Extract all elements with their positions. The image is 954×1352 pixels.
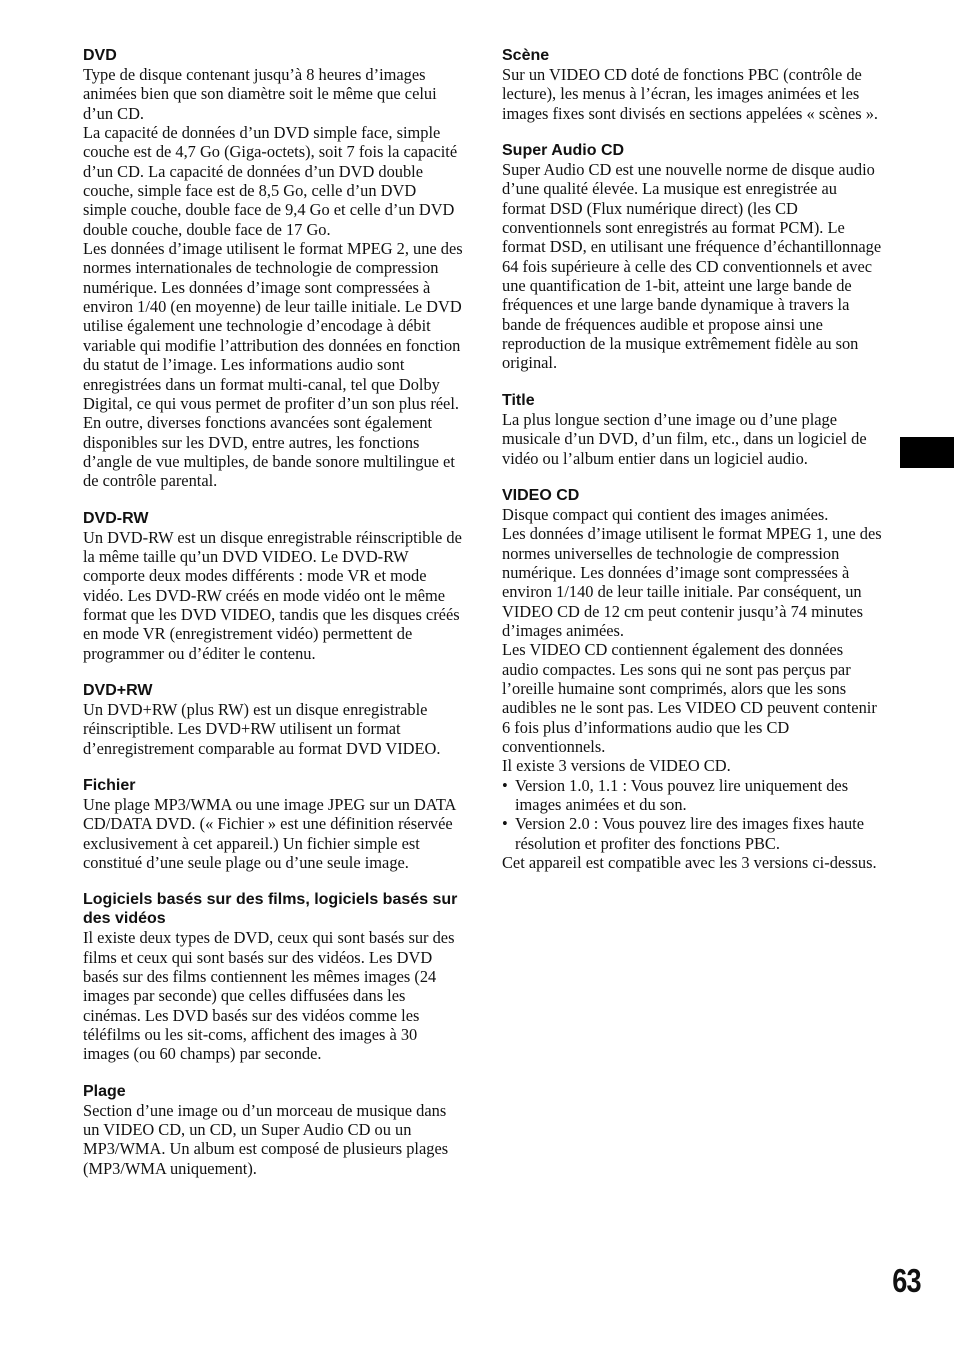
entry-heading: Plage <box>83 1082 126 1100</box>
entry-paragraph: Un DVD-RW est un disque enregistrable réinscriptible de la même taille qu’un DVD VIDEO. Le DVD-RW comporte deux modes différents : mode VR et mode vidéo. Les DVD-RW créés en mode vidéo ont le même format que les DVD VIDEO, tandis que les disques créés en mode VR (enregistrement vidéo) permettent de programmer ou d’éditer le contenu. <box>83 527 462 663</box>
glossary-entry-title <box>502 391 882 468</box>
glossary-entry-dvd-rw <box>83 509 463 663</box>
entry-paragraph: Les VIDEO CD contiennent également des données audio compactes. Les sons qui ne sont pas perçus par l’oreille humaine sont comprimés, alors que les sons audibles ne le sont pas. Les VIDEO CD peuvent contenir 6 fois plus d’informations audio que les CD conventionnels. <box>502 640 877 756</box>
entry-heading: Title <box>502 391 535 409</box>
entry-paragraph: Il existe 3 versions de VIDEO CD. <box>502 756 731 776</box>
entry-paragraph: Sur un VIDEO CD doté de fonctions PBC (contrôle de lecture), les menus à l’écran, les images animées et les images fixes sont divisés en sections appelées « scènes ». <box>502 65 878 123</box>
entry-paragraph: Les données d’image utilisent le format MPEG 2, une des normes internationales de technologie de compression numérique. Les données d’image sont compressées à environ 1/40 (en moyenne) de leur taille initiale. Le DVD utilise également une technologie d’encodage à débit variable qui modifie l’attribution des données en fonction du statut de l’image. Les informations audio sont enregistrées dans un format multi-canal, tel que Dolby Digital, ce qui vous permet de profiter d’un son plus réel. <box>83 239 463 413</box>
glossary-entry-video-cd <box>502 486 882 873</box>
glossary-entry-dvd <box>83 46 463 491</box>
entry-heading: Logiciels basés sur des films, logiciels basés sur des vidéos <box>83 891 458 928</box>
entry-paragraph: Les données d’image utilisent le format MPEG 1, une des normes universelles de technologie de compression numérique. Les données d’image sont compressées à environ 1/140 de leur taille initiale. Par conséquent, un VIDEO CD de 12 cm peut contenir jusqu’à 74 minutes d’images animées. <box>502 524 882 640</box>
bullet-text: Version 1.0, 1.1 : Vous pouvez lire uniquement des images animées et du son. <box>515 775 849 814</box>
glossary-entry-super-audio-cd <box>502 141 882 373</box>
entry-heading: Scène <box>502 47 550 64</box>
entry-heading: Super Audio CD <box>502 142 625 160</box>
bullet-icon: • <box>502 814 508 834</box>
left-column <box>83 46 463 1196</box>
section-tab-marker <box>900 437 954 468</box>
entry-paragraph: La plus longue section d’une image ou d’une plage musicale d’un DVD, d’un film, etc., dans un logiciel de vidéo ou l’album entier dans un logiciel audio. <box>502 409 867 468</box>
entry-paragraph: Un DVD+RW (plus RW) est un disque enregistrable réinscriptible. Les DVD+RW utilisent un format d’enregistrement comparable au format DVD VIDEO. <box>83 699 441 758</box>
entry-paragraph: La capacité de données d’un DVD simple face, simple couche est de 4,7 Go (Giga-octets), soit 7 fois la capacité d’un CD. La capacité de données d’un DVD double couche, simple face est de 8,5 Go, celle d’un DVD simple couche, double face de 9,4 Go et celle d’un DVD double couche, double face de 17 Go. <box>83 123 458 239</box>
entry-heading: Fichier <box>83 777 136 794</box>
glossary-entry-logiciels <box>83 890 463 1063</box>
entry-paragraph: Une plage MP3/WMA ou une image JPEG sur un DATA CD/DATA DVD. (« Fichier » est une définition réservée exclusivement à cet appareil.) Un fichier simple est constitué d’une seule plage ou d’une seule image. <box>83 795 456 873</box>
page-number: 63 <box>892 1262 921 1299</box>
glossary-entry-plage <box>83 1082 463 1178</box>
bullet-icon: • <box>502 775 508 795</box>
entry-paragraph: Section d’une image ou d’un morceau de musique dans un VIDEO CD, un CD, un Super Audio CD ou un MP3/WMA. Un album est composé de plusieurs plages (MP3/WMA uniquement). <box>83 1100 449 1178</box>
bullet-item <box>502 776 882 815</box>
entry-heading: DVD-RW <box>83 509 149 527</box>
entry-paragraph: En outre, diverses fonctions avancées sont également disponibles sur les DVD, entre autres, les fonctions d’angle de vue multiples, de bande sonore multilingue et de contrôle parental. <box>83 413 455 491</box>
entry-heading: DVD+RW <box>83 681 153 699</box>
glossary-entry-dvd-plus-rw <box>83 681 463 758</box>
entry-paragraph: Il existe deux types de DVD, ceux qui sont basés sur des films et ceux qui sont basés sur des vidéos. Les DVD basés sur des films contiennent les mêmes images (24 images par seconde) que celles diffusées dans les cinémas. Les DVD basés sur des vidéos comme les téléfilms ou les sit-coms, affichent des images à 30 images (ou 60 champs) par seconde. <box>83 928 455 1064</box>
glossary-entry-scene <box>502 46 882 123</box>
right-column <box>502 46 882 890</box>
entry-paragraph: Super Audio CD est une nouvelle norme de disque audio d’une qualité élevée. La musique est enregistrée au format DSD (Flux numérique direct) (les CD conventionnels sont enregistrés au format PCM). Le format DSD, en utilisant une fréquence d’échantillonnage 64 fois supérieure à celle des CD conventionnels et avec une quantification de 1-bit, atteint une large bande de fréquences et une large bande dynamique à travers la bande de fréquences audible et propose ainsi une reproduction de la musique extrêmement fidèle au son original. <box>502 160 882 373</box>
entry-paragraph: Type de disque contenant jusqu’à 8 heures d’images animées bien que son diamètre soit le même que celui d’un CD. <box>83 65 437 123</box>
entry-paragraph: Disque compact qui contient des images animées. <box>502 504 829 524</box>
bullet-item <box>502 814 882 853</box>
entry-heading: VIDEO CD <box>502 486 580 504</box>
glossary-entry-fichier <box>83 776 463 872</box>
entry-paragraph: Cet appareil est compatible avec les 3 versions ci-dessus. <box>502 853 877 873</box>
bullet-text: Version 2.0 : Vous pouvez lire des images fixes haute résolution et profiter des fonctions PBC. <box>515 814 864 853</box>
entry-heading: DVD <box>83 47 117 64</box>
